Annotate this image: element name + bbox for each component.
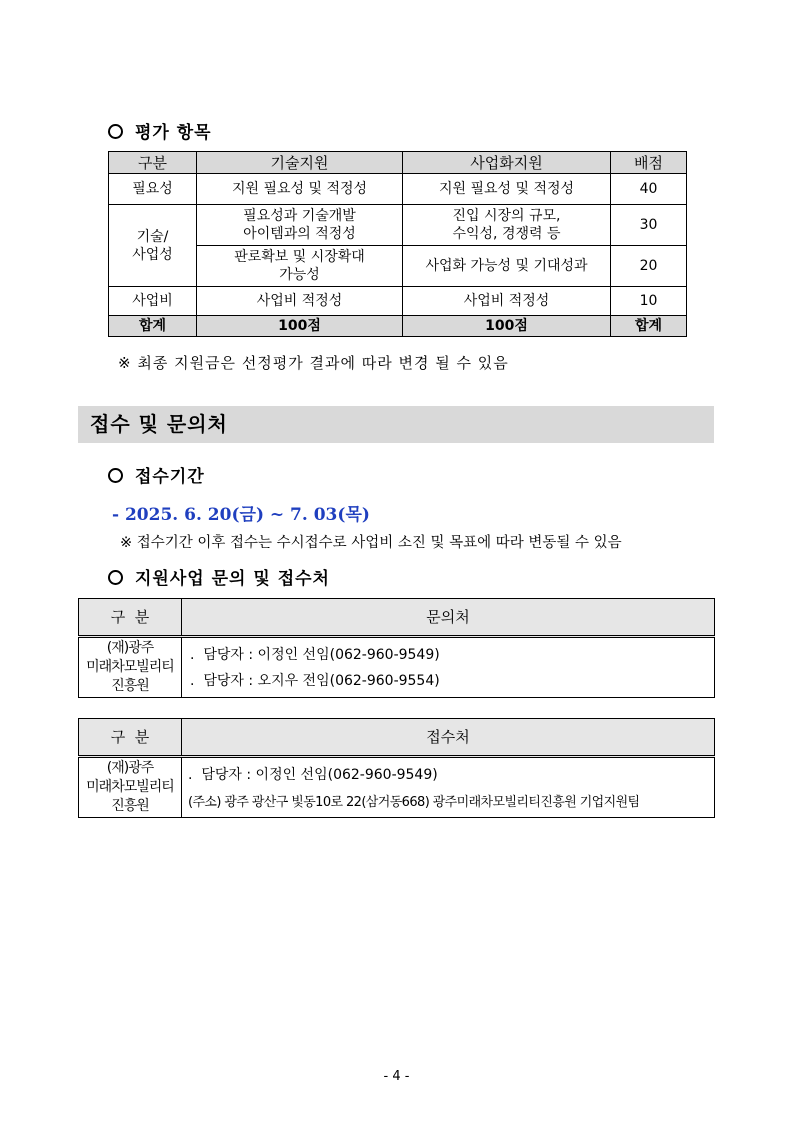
tech-cell: 사업비 적정성 [197,287,403,316]
category-line: 사업성 [132,246,173,263]
table-row [109,287,687,316]
org-cell [79,757,182,818]
period-heading [108,462,205,487]
org-line: (재)광주 [106,760,154,776]
score-cell: 30 [611,205,687,246]
table-row [109,205,687,246]
total-row [109,316,687,337]
category-cell: 사업비 [109,287,197,316]
category-line: 기술/ [136,228,169,245]
column-header: 구 분 [79,719,182,757]
table-header-row [79,599,715,637]
contact-line: . 담당자 : 이정인 선임(062-960-9549) [190,646,440,663]
biz-cell: 사업비 적정성 [403,287,611,316]
contacts-heading-text: 지원사업 문의 및 접수처 [135,569,330,589]
tech-line: 필요성과 기술개발 [243,208,356,224]
tech-cell: 지원 필요성 및 적정성 [197,174,403,205]
date-weekday: 목 [345,505,362,525]
table-header-row [109,152,687,174]
score-cell: 20 [611,246,687,287]
tech-cell [197,205,403,246]
circle-bullet-icon [108,570,123,585]
org-line: (재)광주 [106,640,154,656]
org-line: 진흥원 [111,798,149,814]
reception-table [78,718,715,818]
biz-cell: 지원 필요성 및 적정성 [403,174,611,205]
contact-info-cell [182,637,715,698]
tech-line: 가능성 [279,267,320,283]
table-header-row [79,719,715,757]
contact-line: . 담당자 : 오지우 전임(062-960-9554) [190,672,440,689]
biz-line: 진입 시장의 규모, [452,208,561,224]
period-date [112,500,370,525]
address-line: (주소) 광주 광산구 빛동10로 22(삼거동668) 광주미래차모빌리티진흥원 기업지원팀 [188,794,640,810]
table-row [79,757,715,818]
column-header: 구분 [109,152,197,174]
contacts-heading [108,564,330,589]
evaluation-heading [108,118,212,143]
org-cell [79,637,182,698]
circle-bullet-icon [108,468,123,483]
table-row [79,637,715,698]
org-line: 미래차모빌리티 [86,659,174,675]
column-header: 배점 [611,152,687,174]
column-header: 문의처 [182,599,715,637]
total-score-cell: 합계 [611,316,687,337]
biz-line: 수익성, 경쟁력 등 [452,226,561,242]
table-row [109,174,687,205]
inquiry-table [78,598,715,698]
evaluation-note: ※ 최종 지원금은 선정평가 결과에 따라 변경 될 수 있음 [118,354,509,372]
circle-bullet-icon [108,124,123,139]
category-cell [109,205,197,287]
page-number: - 4 - [383,1069,410,1084]
period-heading-text: 접수기간 [135,467,205,487]
org-line: 미래차모빌리티 [86,779,174,795]
tech-line: 판로확보 및 시장확대 [234,249,365,265]
section-header-bar [78,406,714,443]
score-cell: 10 [611,287,687,316]
evaluation-table [108,151,687,337]
org-line: 진흥원 [111,678,149,694]
column-header: 사업화지원 [403,152,611,174]
contact-info-cell [182,757,715,818]
date-weekday: 금 [239,505,256,525]
evaluation-heading-text: 평가 항목 [135,123,212,143]
section-title: 접수 및 문의처 [90,412,228,436]
date-part: ) ~ 7. 03( [255,505,346,525]
biz-cell [403,205,611,246]
total-biz-cell: 100점 [403,316,611,337]
total-label-cell: 합계 [109,316,197,337]
tech-line: 아이템과의 적정성 [243,226,356,242]
column-header: 구 분 [79,599,182,637]
biz-cell: 사업화 가능성 및 기대성과 [403,246,611,287]
score-cell: 40 [611,174,687,205]
tech-cell [197,246,403,287]
total-tech-cell: 100점 [197,316,403,337]
period-note: ※ 접수기간 이후 접수는 수시접수로 사업비 소진 및 목표에 따라 변동될 수 있음 [120,535,622,551]
category-cell: 필요성 [109,174,197,205]
contact-line: . 담당자 : 이정인 선임(062-960-9549) [188,766,438,783]
date-part: ) [361,505,370,525]
column-header: 접수처 [182,719,715,757]
date-part: - 2025. 6. 20( [112,505,240,525]
column-header: 기술지원 [197,152,403,174]
